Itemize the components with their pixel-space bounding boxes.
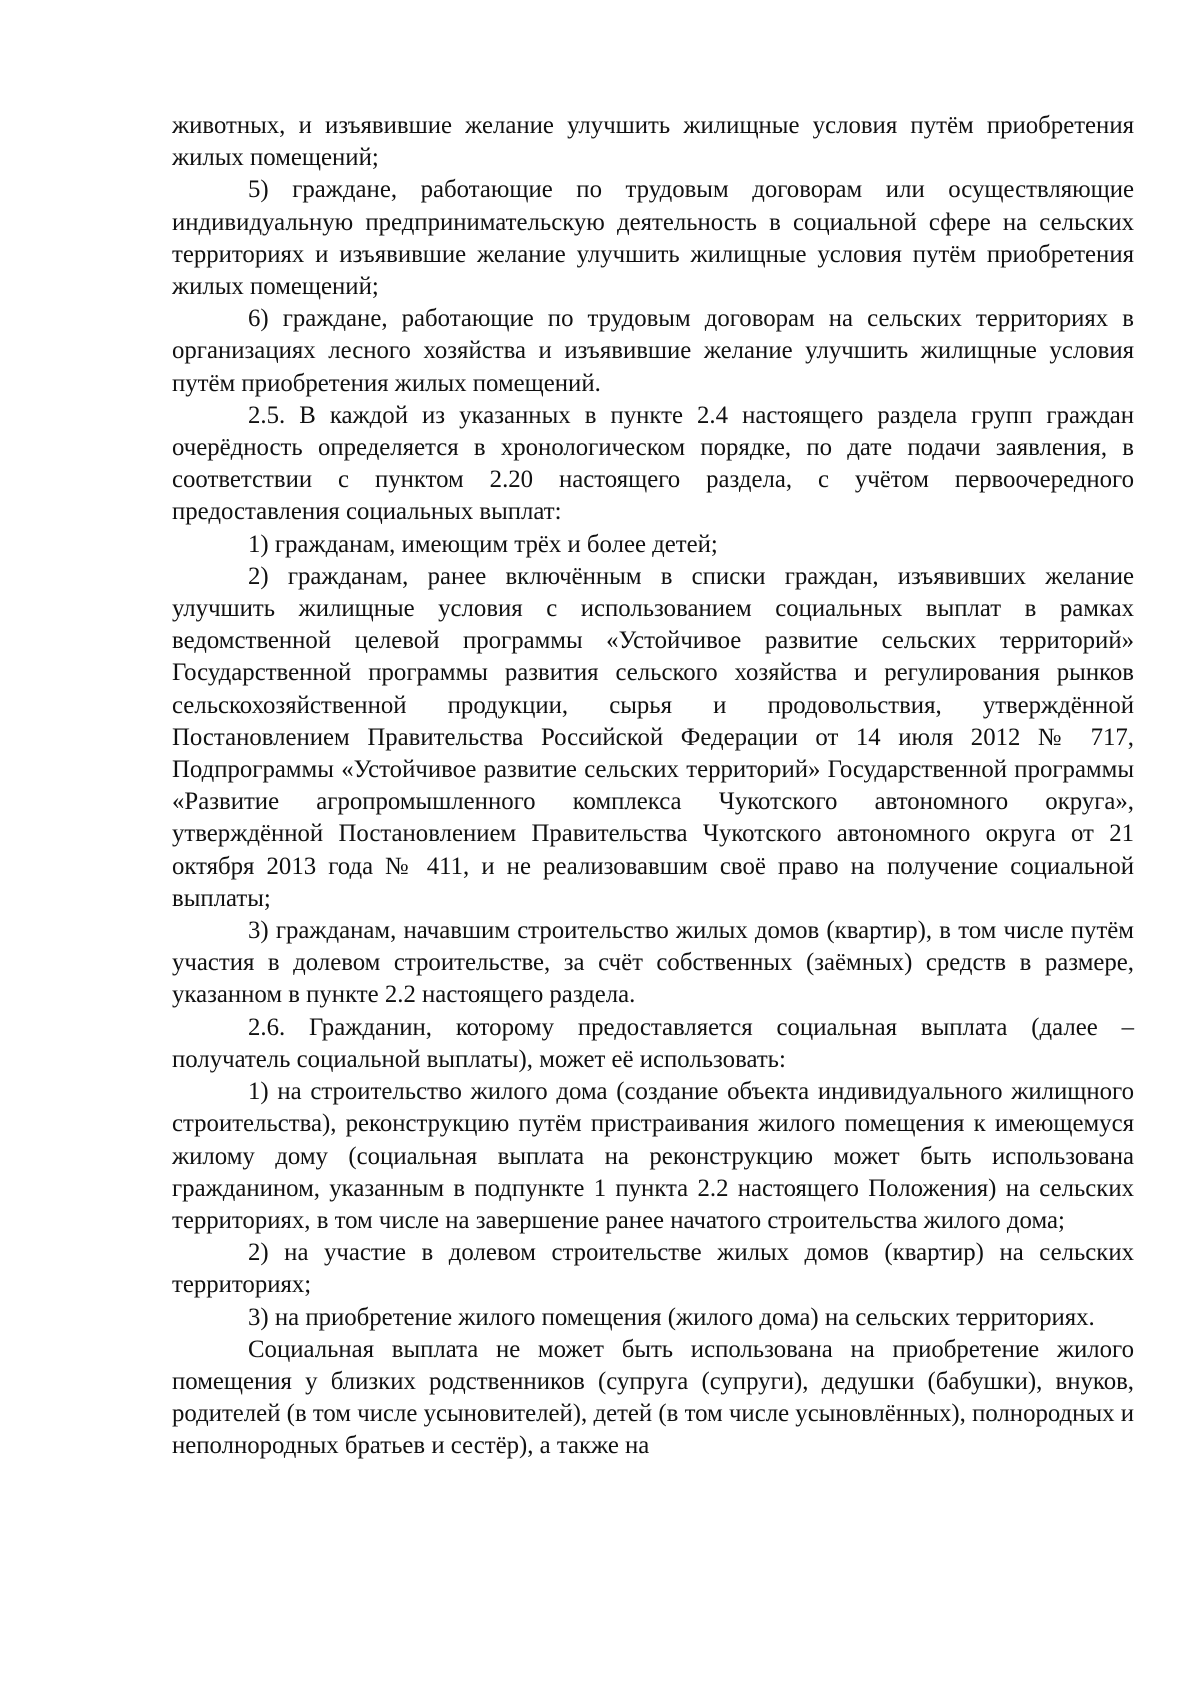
paragraph-usage-2: 2) на участие в долевом строительстве жилых домов (квартир) на сельских территориях; <box>172 1239 1134 1299</box>
paragraph-item-5: 5) граждане, работающие по трудовым договорам или осуществляющие индивидуальную предпринимательскую деятельность в социальной сфере на сельских территориях и изъявившие желание улучшить жилищные условия путём приобретения жилых помещений; <box>172 176 1134 301</box>
paragraph-priority-3: 3) гражданам, начавшим строительство жилых домов (квартир), в том числе путём участия в долевом строительстве, за счёт собственных (заёмных) средств в размере, указанном в пункте 2.2 настоящего раздела. <box>172 917 1134 1009</box>
paragraph-item-6: 6) граждане, работающие по трудовым договорам на сельских территориях в организациях лесного хозяйства и изъявившие желание улучшить жилищные условия путём приобретения жилых помещений. <box>172 305 1134 397</box>
paragraph-priority-2: 2) гражданам, ранее включённым в списки граждан, изъявивших желание улучшить жилищные условия с использованием социальных выплат в рамках ведомственной целевой программы «Устойчивое развитие сельских территорий» Государственной программы развития сельского хозяйства и регулирования рынков сельскохозяйственной продукции, сырья и продовольствия, утверждённой Постановлением Правительства Российской Федерации от 14 июля 2012 № 717, Подпрограммы «Устойчивое развитие сельских территорий» Государственной программы «Развитие агропромышленного комплекса Чукотского автономного округа», утверждённой Постановлением Правительства Чукотского автономного округа от 21 октября 2013 года № 411, и не реализовавшим своё право на получение социальной выплаты; <box>172 562 1134 912</box>
paragraph-section-2-5: 2.5. В каждой из указанных в пункте 2.4 настоящего раздела групп граждан очерёдность определяется в хронологическом порядке, по дате подачи заявления, в соответствии с пунктом 2.20 настоящего раздела, с учётом первоочередного предоставления социальных выплат: <box>172 401 1134 526</box>
paragraph-usage-1: 1) на строительство жилого дома (создание объекта индивидуального жилищного строительства), реконструкцию путём пристраивания жилого помещения к имеющемуся жилому дому (социальная выплата на реконструкцию может быть использована гражданином, указанным в подпункте 1 пункта 2.2 настоящего Положения) на сельских территориях, в том числе на завершение ранее начатого строительства жилого дома; <box>172 1078 1134 1234</box>
paragraph-priority-1: 1) гражданам, имеющим трёх и более детей; <box>248 530 718 558</box>
paragraph-continuation: животных, и изъявившие желание улучшить жилищные условия путём приобретения жилых помещений; <box>172 112 1134 172</box>
paragraph-section-2-6: 2.6. Гражданин, которому предоставляется социальная выплата (далее – получатель социальной выплаты), может её использовать: <box>172 1013 1134 1073</box>
document-page <box>172 110 1134 1463</box>
paragraph-restriction: Социальная выплата не может быть использована на приобретение жилого помещения у близких родственников (супруга (супруги), дедушки (бабушки), внуков, родителей (в том числе усыновителей), детей (в том числе усыновлённых), полнородных и неполнородных братьев и сестёр), а также на <box>172 1335 1134 1460</box>
paragraph-usage-3: 3) на приобретение жилого помещения (жилого дома) на сельских территориях. <box>248 1303 1095 1331</box>
